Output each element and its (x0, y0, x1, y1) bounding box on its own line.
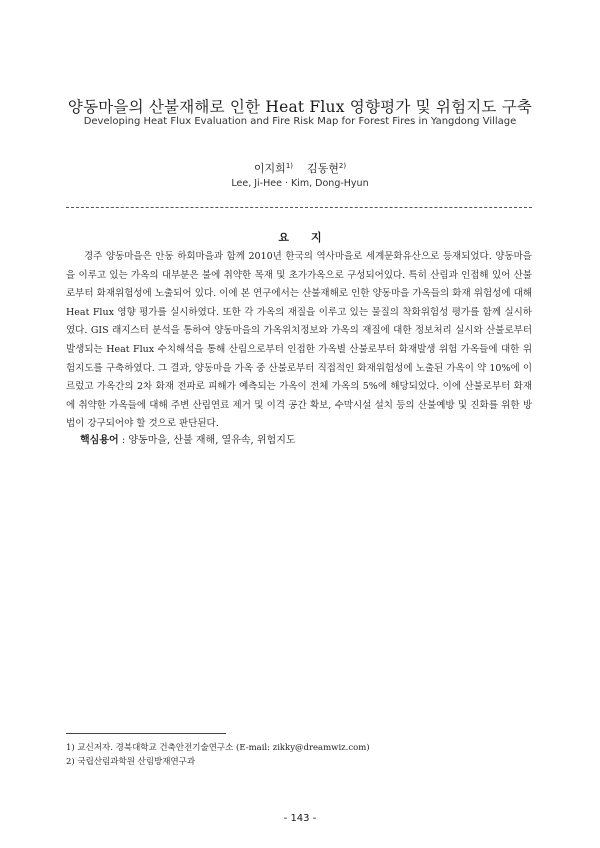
keywords-line (80, 431, 296, 446)
keywords-terms: 양동마을, 산불 재해, 열유속, 위험지도 (128, 435, 296, 446)
header-divider (66, 207, 532, 208)
author-2-footnote-mark: 2) (338, 162, 347, 170)
author-2-name: 김동현 (307, 162, 339, 175)
authors-korean (0, 160, 600, 176)
keywords-separator: : (118, 435, 129, 446)
footnote-2: 2) 국립산림과학원 산림방재연구과 (66, 757, 196, 767)
abstract-heading: 요지 (278, 231, 344, 244)
authors-english: Lee, Ji-Hee · Kim, Dong-Hyun (231, 178, 369, 189)
author-1-footnote-mark: 1) (285, 162, 293, 170)
keywords-label: 핵심용어 (80, 435, 119, 446)
author-1-name: 이지희 (253, 162, 286, 175)
page-number: - 143 - (283, 813, 317, 824)
abstract-body: 경주 양동마을은 안동 하회마을과 함께 2010년 한국의 역사마을로 세계문화유산으로 등재되었다. 양동마을을 이루고 있는 가옥의 대부분은 불에 취약한 목재 및 초가가옥으로 구성되어있다. 특히 산림과 인접해 있어 산불로부터 화재위험성에 노출되어 있다. 이에 본 연구에서는 산불재해로 인한 양동마을 가옥들의 화재 위험성에 대해 Heat Flux 영향 평가를 실시하였다. 또한 각 가옥의 재질을 이루고 있는 물질의 착화위험성 평가를 함께 실시하였다. GIS 래지스터 분석을 통하여 양동마을의 가옥위치정보와 가옥의 재질에 대한 정보처리 실시와 산불로부터 발생되는 Heat Flux 수치해석을 통해 산림으로부터 인접한 가옥별 산불로부터 화재발생 위험 가옥들에 대한 위험지도를 구축하였다. 그 결과, 양동마을 가옥 중 산불로부터 직접적인 화재위험성에 노출된 가옥이 약 10%에 이르렀고 가옥간의 2차 화재 전파로 피해가 예측되는 가옥이 전체 가옥의 5%에 해당되었다. 이에 산불로부터 화재에 취약한 가옥들에 대해 주변 산림연료 제거 및 이격 공간 확보, 수막시설 설치 등의 산불예방 및 진화를 위한 방법이 강구되어야 할 것으로 판단된다. (66, 251, 532, 430)
paper-title-english: Developing Heat Flux Evaluation and Fire Risk Map for Forest Fires in Yangdong Village (83, 116, 517, 127)
footnote-1: 1) 교신저자. 경북대학교 건축안전기술연구소 (E-mail: zikky@dreamwiz.com) (66, 743, 370, 753)
paper-title-korean: 양동마을의 산불재해로 인한 Heat Flux 영향평가 및 위험지도 구축 (67, 98, 533, 116)
footnote-rule (66, 733, 226, 734)
